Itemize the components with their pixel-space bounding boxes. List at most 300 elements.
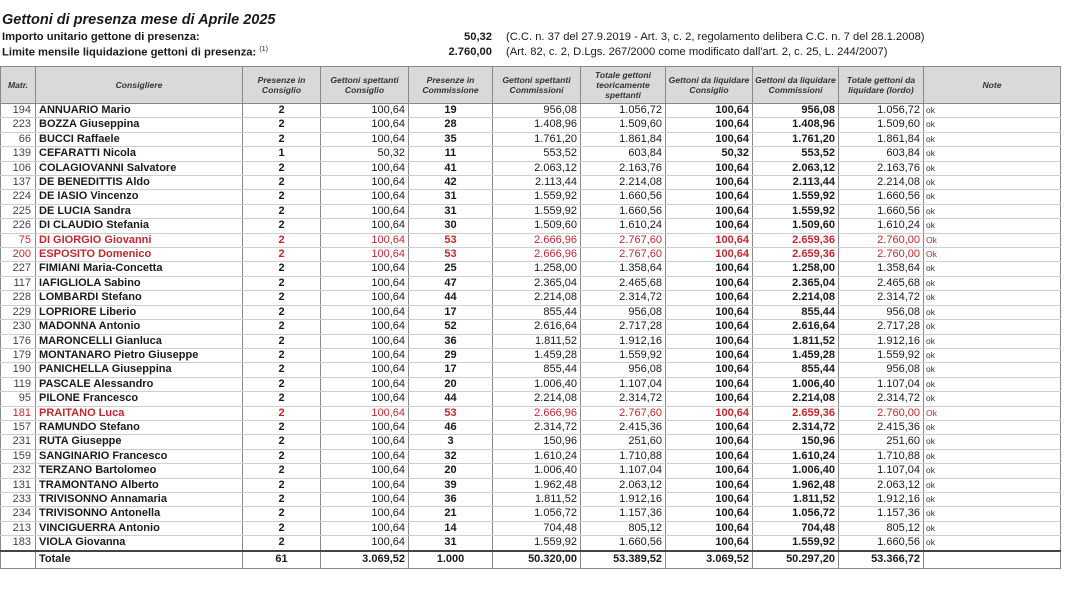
row-gett-comm: 2.113,44 [493,176,581,190]
unit-fee-label: Importo unitario gettone di presenza: [2,31,200,43]
row-liq-comm: 1.006,40 [753,377,839,391]
row-tot-liq: 2.717,28 [839,320,924,334]
row-tot-liq: 1.610,24 [839,219,924,233]
row-consigliere: PANICHELLA Giuseppina [36,363,243,377]
monthly-limit-value: 2.760,00 [448,46,492,58]
table-row [1,161,1061,175]
row-tot-teor: 956,08 [581,305,666,319]
row-tot-liq: 2.415,36 [839,420,924,434]
row-consigliere: MADONNA Antonio [36,320,243,334]
row-liq-comm: 2.616,64 [753,320,839,334]
unit-fee-reference: (C.C. n. 37 del 27.9.2019 - Art. 3, c. 2, regolamento delibera C.C. n. 7 del 28.1.2008) [506,31,925,43]
row-gett-cons: 100,64 [321,132,409,146]
row-consigliere: RAMUNDO Stefano [36,420,243,434]
row-tot-liq: 2.760,00 [839,248,924,262]
row-gett-cons: 50,32 [321,147,409,161]
row-tot-liq: 956,08 [839,363,924,377]
row-liq-cons: 100,64 [666,233,753,247]
row-pres-cons: 2 [243,161,321,175]
row-tot-liq: 2.760,00 [839,406,924,420]
table-row [1,132,1061,146]
row-consigliere: LOMBARDI Stefano [36,291,243,305]
row-pres-cons: 2 [243,233,321,247]
row-gett-comm: 1.006,40 [493,377,581,391]
row-gett-cons: 100,64 [321,492,409,506]
row-liq-comm: 1.459,28 [753,348,839,362]
row-gett-cons: 100,64 [321,204,409,218]
row-tot-teor: 1.107,04 [581,464,666,478]
attendance-fees-table [0,66,1061,569]
row-tot-teor: 1.610,24 [581,219,666,233]
table-row [1,492,1061,506]
row-note: ok [924,464,1061,478]
row-note: ok [924,118,1061,132]
row-consigliere: BOZZA Giuseppina [36,118,243,132]
row-tot-liq: 1.710,88 [839,449,924,463]
table-row [1,435,1061,449]
row-consigliere: PRAITANO Luca [36,406,243,420]
row-liq-cons: 100,64 [666,204,753,218]
monthly-limit-line [2,46,888,59]
row-tot-teor: 1.912,16 [581,492,666,506]
table-row [1,334,1061,348]
row-pres-comm: 31 [409,204,493,218]
col-header-presenze-consiglio: Presenze in Consiglio [243,67,321,104]
row-consigliere: PASCALE Alessandro [36,377,243,391]
row-note: ok [924,104,1061,118]
table-row [1,262,1061,276]
row-tot-liq: 2.314,72 [839,291,924,305]
total-pres-cons: 61 [243,551,321,569]
row-gett-comm: 704,48 [493,521,581,535]
row-gett-cons: 100,64 [321,536,409,551]
row-matr: 230 [1,320,36,334]
row-gett-comm: 1.006,40 [493,464,581,478]
table-row [1,521,1061,535]
row-tot-liq: 1.660,56 [839,204,924,218]
row-consigliere: ESPOSITO Domenico [36,248,243,262]
total-gett-comm: 50.320,00 [493,551,581,569]
row-liq-cons: 100,64 [666,478,753,492]
row-gett-comm: 1.811,52 [493,334,581,348]
row-liq-cons: 100,64 [666,276,753,290]
row-tot-liq: 2.063,12 [839,478,924,492]
row-tot-liq: 2.163,76 [839,161,924,175]
col-header-totale-teorico: Totale gettoni teoricamente spettanti [581,67,666,104]
unit-fee-value: 50,32 [464,31,492,43]
row-tot-teor: 1.912,16 [581,334,666,348]
row-matr: 119 [1,377,36,391]
row-matr: 139 [1,147,36,161]
row-pres-comm: 20 [409,464,493,478]
row-note: ok [924,176,1061,190]
row-matr: 223 [1,118,36,132]
row-note: ok [924,276,1061,290]
row-note: ok [924,320,1061,334]
table-row [1,507,1061,521]
row-liq-cons: 100,64 [666,363,753,377]
row-liq-cons: 100,64 [666,406,753,420]
row-tot-teor: 805,12 [581,521,666,535]
row-gett-comm: 2.214,08 [493,392,581,406]
table-header-row [1,67,1061,104]
total-matr [1,551,36,569]
row-tot-liq: 1.861,84 [839,132,924,146]
row-note: Ok [924,406,1061,420]
row-consigliere: TRIVISONNO Annamaria [36,492,243,506]
row-gett-comm: 1.559,92 [493,190,581,204]
row-tot-teor: 1.509,60 [581,118,666,132]
row-liq-comm: 2.314,72 [753,420,839,434]
row-matr: 231 [1,435,36,449]
footnote-marker: (1) [259,46,268,53]
row-gett-cons: 100,64 [321,219,409,233]
row-gett-comm: 150,96 [493,435,581,449]
table-row [1,190,1061,204]
row-gett-comm: 1.610,24 [493,449,581,463]
row-note: ok [924,478,1061,492]
row-liq-cons: 100,64 [666,219,753,233]
table-row [1,176,1061,190]
row-pres-comm: 14 [409,521,493,535]
row-gett-cons: 100,64 [321,406,409,420]
row-consigliere: SANGINARIO Francesco [36,449,243,463]
row-pres-cons: 2 [243,521,321,535]
row-pres-cons: 2 [243,348,321,362]
row-tot-liq: 1.107,04 [839,464,924,478]
row-liq-cons: 100,64 [666,132,753,146]
col-header-liquidare-consiglio: Gettoni da liquidare Consiglio [666,67,753,104]
row-consigliere: VIOLA Giovanna [36,536,243,551]
row-gett-comm: 1.811,52 [493,492,581,506]
row-gett-cons: 100,64 [321,262,409,276]
row-tot-liq: 1.107,04 [839,377,924,391]
row-pres-comm: 21 [409,507,493,521]
row-matr: 183 [1,536,36,551]
row-consigliere: MONTANARO Pietro Giuseppe [36,348,243,362]
row-gett-comm: 2.365,04 [493,276,581,290]
row-liq-cons: 100,64 [666,248,753,262]
row-liq-cons: 100,64 [666,190,753,204]
row-tot-teor: 2.767,60 [581,248,666,262]
row-gett-cons: 100,64 [321,305,409,319]
row-liq-comm: 855,44 [753,305,839,319]
row-note: Ok [924,248,1061,262]
row-pres-comm: 42 [409,176,493,190]
row-tot-liq: 2.465,68 [839,276,924,290]
row-liq-cons: 100,64 [666,104,753,118]
row-gett-cons: 100,64 [321,161,409,175]
row-pres-cons: 2 [243,104,321,118]
row-liq-comm: 1.761,20 [753,132,839,146]
row-consigliere: TRIVISONNO Antonella [36,507,243,521]
row-pres-comm: 17 [409,305,493,319]
row-matr: 194 [1,104,36,118]
row-gett-cons: 100,64 [321,449,409,463]
row-matr: 66 [1,132,36,146]
table-row [1,233,1061,247]
table-row [1,320,1061,334]
row-tot-liq: 956,08 [839,305,924,319]
table-row [1,104,1061,118]
table-row [1,392,1061,406]
row-pres-cons: 2 [243,377,321,391]
row-gett-comm: 1.258,00 [493,262,581,276]
row-tot-liq: 805,12 [839,521,924,535]
row-pres-cons: 2 [243,176,321,190]
table-row [1,377,1061,391]
row-liq-comm: 956,08 [753,104,839,118]
col-header-gettoni-commissioni: Gettoni spettanti Commissioni [493,67,581,104]
row-liq-cons: 100,64 [666,492,753,506]
row-pres-comm: 47 [409,276,493,290]
row-liq-comm: 150,96 [753,435,839,449]
row-gett-cons: 100,64 [321,377,409,391]
row-liq-cons: 100,64 [666,435,753,449]
table-row [1,204,1061,218]
row-tot-teor: 2.063,12 [581,478,666,492]
row-pres-cons: 2 [243,305,321,319]
row-pres-comm: 53 [409,406,493,420]
row-tot-liq: 1.660,56 [839,536,924,551]
row-gett-comm: 2.666,96 [493,406,581,420]
row-liq-cons: 100,64 [666,305,753,319]
row-tot-teor: 1.660,56 [581,204,666,218]
row-gett-comm: 1.962,48 [493,478,581,492]
row-note: ok [924,161,1061,175]
row-pres-cons: 2 [243,291,321,305]
row-pres-comm: 52 [409,320,493,334]
row-tot-liq: 1.157,36 [839,507,924,521]
row-gett-comm: 1.559,92 [493,204,581,218]
row-pres-comm: 17 [409,363,493,377]
row-note: ok [924,392,1061,406]
row-liq-comm: 2.659,36 [753,406,839,420]
row-pres-comm: 41 [409,161,493,175]
row-matr: 213 [1,521,36,535]
row-pres-cons: 2 [243,406,321,420]
row-tot-teor: 1.358,64 [581,262,666,276]
row-gett-cons: 100,64 [321,363,409,377]
row-liq-comm: 2.214,08 [753,392,839,406]
row-liq-cons: 100,64 [666,291,753,305]
col-header-consigliere: Consigliere [36,67,243,104]
row-pres-cons: 2 [243,435,321,449]
row-consigliere: FIMIANI Maria-Concetta [36,262,243,276]
row-tot-liq: 1.912,16 [839,334,924,348]
row-pres-cons: 1 [243,147,321,161]
row-pres-cons: 2 [243,392,321,406]
row-note: ok [924,334,1061,348]
table-row [1,219,1061,233]
row-gett-comm: 855,44 [493,305,581,319]
col-header-totale-liquidare: Totale gettoni da liquidare (lordo) [839,67,924,104]
row-tot-liq: 1.912,16 [839,492,924,506]
row-tot-teor: 1.660,56 [581,536,666,551]
row-tot-teor: 2.767,60 [581,233,666,247]
row-pres-cons: 2 [243,492,321,506]
row-consigliere: COLAGIOVANNI Salvatore [36,161,243,175]
row-consigliere: TRAMONTANO Alberto [36,478,243,492]
row-matr: 234 [1,507,36,521]
table-row [1,305,1061,319]
row-note: ok [924,521,1061,535]
row-tot-liq: 1.559,92 [839,348,924,362]
row-pres-cons: 2 [243,276,321,290]
row-liq-comm: 704,48 [753,521,839,535]
row-liq-comm: 553,52 [753,147,839,161]
table-row [1,147,1061,161]
row-tot-liq: 1.509,60 [839,118,924,132]
table-row [1,478,1061,492]
row-pres-comm: 53 [409,233,493,247]
row-note: ok [924,363,1061,377]
row-tot-teor: 1.559,92 [581,348,666,362]
row-liq-comm: 2.659,36 [753,248,839,262]
row-gett-comm: 553,52 [493,147,581,161]
row-consigliere: MARONCELLI Gianluca [36,334,243,348]
row-matr: 131 [1,478,36,492]
row-liq-cons: 100,64 [666,377,753,391]
row-note: ok [924,536,1061,551]
row-liq-comm: 855,44 [753,363,839,377]
table-row [1,464,1061,478]
row-liq-cons: 100,64 [666,449,753,463]
row-pres-comm: 46 [409,420,493,434]
row-gett-cons: 100,64 [321,176,409,190]
row-pres-cons: 2 [243,478,321,492]
row-matr: 179 [1,348,36,362]
row-tot-teor: 1.660,56 [581,190,666,204]
row-pres-cons: 2 [243,204,321,218]
row-matr: 181 [1,406,36,420]
table-row [1,276,1061,290]
total-tot-teor: 53.389,52 [581,551,666,569]
row-liq-cons: 50,32 [666,147,753,161]
total-tot-liq: 53.366,72 [839,551,924,569]
row-gett-cons: 100,64 [321,276,409,290]
row-tot-teor: 1.056,72 [581,104,666,118]
table-row [1,248,1061,262]
row-liq-cons: 100,64 [666,464,753,478]
row-liq-comm: 2.063,12 [753,161,839,175]
table-row [1,348,1061,362]
table-row [1,363,1061,377]
row-note: ok [924,377,1061,391]
row-note: ok [924,132,1061,146]
row-consigliere: DE BENEDITTIS Aldo [36,176,243,190]
col-header-presenze-commissione: Presenze in Commissione [409,67,493,104]
row-pres-comm: 11 [409,147,493,161]
row-liq-comm: 1.509,60 [753,219,839,233]
row-pres-comm: 20 [409,377,493,391]
row-liq-cons: 100,64 [666,118,753,132]
row-pres-comm: 25 [409,262,493,276]
row-gett-cons: 100,64 [321,348,409,362]
row-tot-teor: 2.465,68 [581,276,666,290]
row-pres-comm: 28 [409,118,493,132]
row-pres-cons: 2 [243,190,321,204]
row-pres-comm: 39 [409,478,493,492]
row-matr: 75 [1,233,36,247]
table-row [1,118,1061,132]
row-gett-cons: 100,64 [321,291,409,305]
row-note: ok [924,147,1061,161]
row-liq-cons: 100,64 [666,176,753,190]
row-consigliere: TERZANO Bartolomeo [36,464,243,478]
row-tot-teor: 1.157,36 [581,507,666,521]
total-liq-comm: 50.297,20 [753,551,839,569]
row-pres-comm: 44 [409,291,493,305]
monthly-limit-reference: (Art. 82, c. 2, D.Lgs. 267/2000 come modificato dall'art. 2, c. 25, L. 244/2007) [506,46,888,58]
row-gett-comm: 1.056,72 [493,507,581,521]
row-note: Ok [924,233,1061,247]
row-liq-cons: 100,64 [666,507,753,521]
row-gett-comm: 855,44 [493,363,581,377]
row-liq-comm: 2.365,04 [753,276,839,290]
row-pres-comm: 36 [409,492,493,506]
row-liq-cons: 100,64 [666,521,753,535]
row-pres-comm: 35 [409,132,493,146]
row-gett-cons: 100,64 [321,507,409,521]
monthly-limit-label: Limite mensile liquidazione gettoni di presenza: [2,46,257,59]
row-tot-teor: 2.314,72 [581,291,666,305]
row-gett-comm: 2.666,96 [493,248,581,262]
row-note: ok [924,449,1061,463]
row-pres-comm: 19 [409,104,493,118]
row-pres-cons: 2 [243,132,321,146]
row-pres-cons: 2 [243,449,321,463]
row-matr: 176 [1,334,36,348]
row-gett-cons: 100,64 [321,320,409,334]
row-consigliere: DI CLAUDIO Stefania [36,219,243,233]
row-pres-cons: 2 [243,420,321,434]
row-gett-comm: 1.559,92 [493,536,581,551]
row-consigliere: DE LUCIA Sandra [36,204,243,218]
row-pres-cons: 2 [243,334,321,348]
row-consigliere: DE IASIO Vincenzo [36,190,243,204]
row-liq-comm: 1.559,92 [753,536,839,551]
row-matr: 226 [1,219,36,233]
row-matr: 232 [1,464,36,478]
row-gett-cons: 100,64 [321,478,409,492]
row-liq-comm: 1.610,24 [753,449,839,463]
row-consigliere: BUCCI Raffaele [36,132,243,146]
page-title: Gettoni di presenza mese di Aprile 2025 [2,12,276,28]
row-note: ok [924,262,1061,276]
row-tot-teor: 2.717,28 [581,320,666,334]
table-body [1,104,1061,551]
row-tot-liq: 251,60 [839,435,924,449]
col-header-gettoni-consiglio: Gettoni spettanti Consiglio [321,67,409,104]
row-matr: 157 [1,420,36,434]
total-liq-cons: 3.069,52 [666,551,753,569]
row-liq-comm: 1.258,00 [753,262,839,276]
row-gett-comm: 1.408,96 [493,118,581,132]
row-liq-cons: 100,64 [666,392,753,406]
row-note: ok [924,492,1061,506]
row-pres-cons: 2 [243,363,321,377]
row-consigliere: IAFIGLIOLA Sabino [36,276,243,290]
row-gett-comm: 2.063,12 [493,161,581,175]
row-liq-cons: 100,64 [666,420,753,434]
row-note: ok [924,190,1061,204]
row-note: ok [924,305,1061,319]
row-tot-teor: 956,08 [581,363,666,377]
row-pres-cons: 2 [243,464,321,478]
row-matr: 159 [1,449,36,463]
row-consigliere: DI GIORGIO Giovanni [36,233,243,247]
